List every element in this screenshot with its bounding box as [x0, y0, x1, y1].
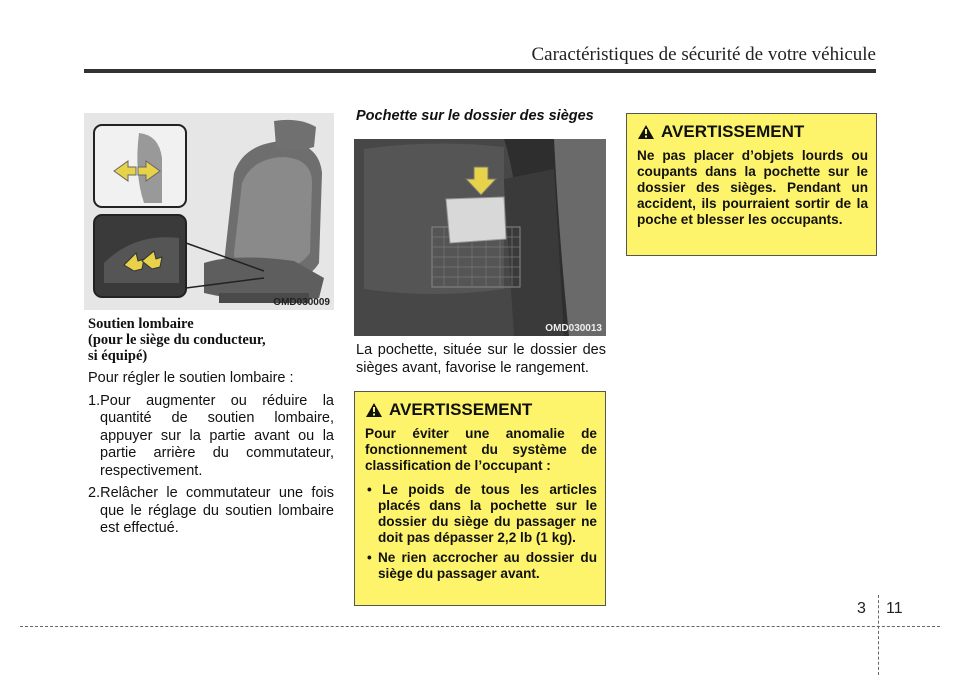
warning-box-heavy-objects — [626, 113, 877, 256]
lumbar-step-2: 2.Relâcher le commutateur une fois que le réglage du soutien lombaire est effectué. — [88, 485, 334, 536]
pocket-photo — [354, 139, 606, 336]
warning-box-occupant-classification — [354, 391, 606, 606]
warning-text: Ne pas placer d’objets lourds ou coupants dans la pochette sur le dossier des sièges. Pendant un accident, ils pourraient sortir de la poche et blesser les occupants. — [637, 148, 868, 227]
warning-title-text: AVERTISSEMENT — [389, 400, 533, 419]
pocket-section-title-wrap — [356, 108, 606, 126]
warning-intro: Pour éviter une anomalie de fonctionnement du système de classification de l’occupant : — [365, 426, 597, 473]
footer-divider — [878, 595, 879, 675]
lumbar-intro: Pour régler le soutien lombaire : — [88, 370, 294, 386]
warning-title — [365, 402, 597, 418]
warning-title-text: AVERTISSEMENT — [661, 122, 805, 141]
page-number: 11 — [886, 600, 903, 617]
warning-title — [637, 124, 868, 140]
pocket-description: La pochette, située sur le dossier des sièges avant, favorise le rangement. — [356, 342, 606, 376]
lumbar-section — [88, 316, 334, 538]
seatback-pocket-figure — [354, 139, 606, 336]
figure-code: OMD030009 — [273, 297, 330, 308]
lumbar-step-1: 1.Pour augmenter ou réduire la quantité de soutien lombaire, appuyer sur la partie avant ou la partie arrière du commutateur, respectivement. — [88, 392, 334, 479]
header-rule — [84, 69, 876, 73]
section-number: 3 — [857, 600, 866, 617]
warning-item-1: • Le poids de tous les articles placés dans la pochette sur le dossier du siège du passager ne doit pas dépasser 2,2 lb (1 kg). — [367, 482, 597, 545]
seat-illustration — [84, 113, 334, 310]
warning-triangle-icon — [365, 402, 383, 418]
warning-triangle-icon — [637, 124, 655, 140]
figure-code: OMD030013 — [545, 323, 602, 334]
pocket-section-title: Pochette sur le dossier des sièges — [356, 108, 594, 124]
lumbar-heading: Soutien lombaire (pour le siège du conducteur, si équipé) — [88, 316, 266, 364]
seat-lumbar-figure — [84, 113, 334, 310]
warning-item-2: • Ne rien accrocher au dossier du siège du passager avant. — [367, 550, 597, 581]
pocket-text-wrap — [356, 342, 606, 377]
footer-rule — [20, 626, 940, 627]
page-header-title: Caractéristiques de sécurité de votre véhicule — [531, 44, 876, 65]
